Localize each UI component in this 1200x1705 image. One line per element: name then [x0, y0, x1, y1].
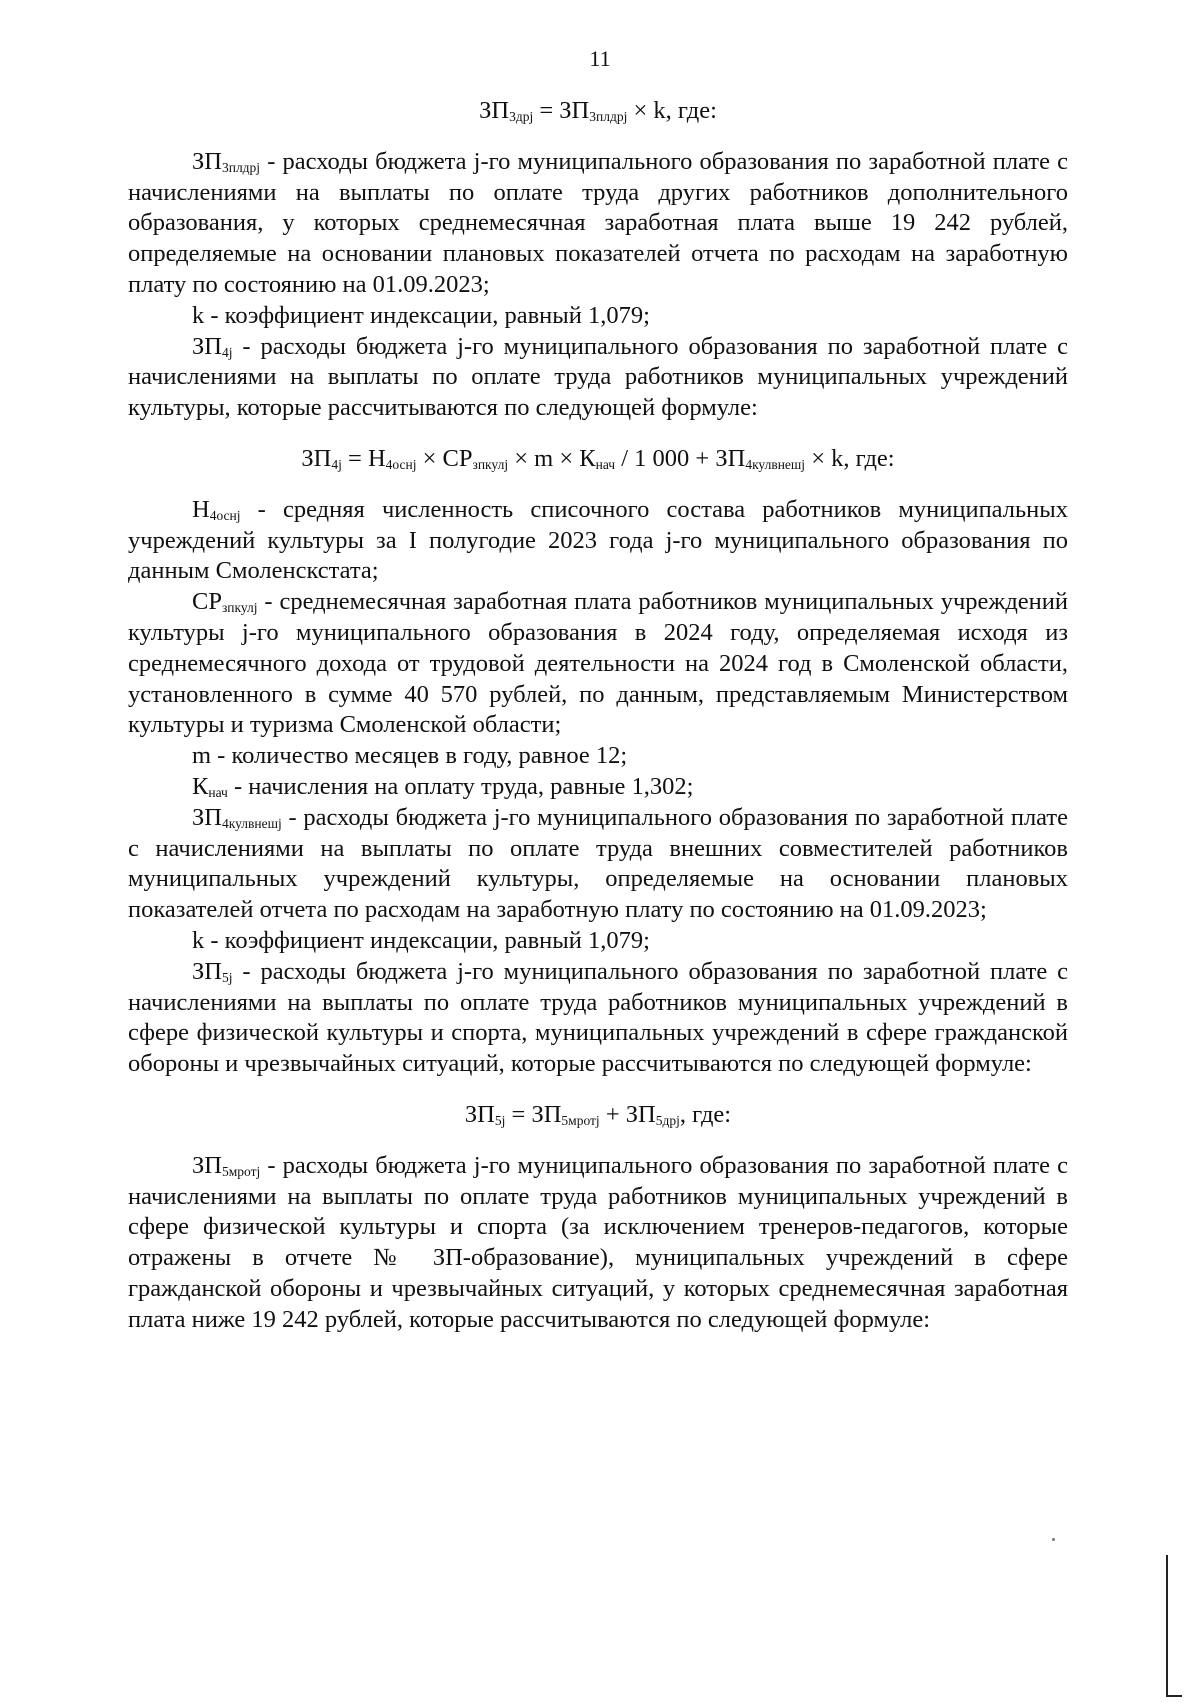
page-edge-frame	[1166, 1555, 1182, 1697]
formula-zp3drj: $ЗП_{3дрj} = ЗП_{3плдрj} \times k$, где:	[479, 97, 717, 124]
paragraph-zp5mrotj: $ЗП_{5мротj}$ - расходы бюджета j-го муниципального образования по заработной плате с начислениями на выплаты по оплате труда работников муниципальных учреждений в сфере физической культуры и спорта (за исключением тренеров-педагогов, которые отражены в отчете № ЗП-образование), муниципальных учреждений в сфере гражданской обороны и чрезвычайных ситуаций, у которых среднемесячная заработная плата ниже 19 242 рублей, которые рассчитываются по следующей формуле:	[128, 1151, 1068, 1333]
formula-zp4j: $ЗП_{4j} = Н_{4оснj} \times СР_{зпкулj} \times m \times К_{нач} / 1$ $000 + ЗП_{4кулвнешj} \times k$, где:	[301, 444, 895, 472]
paragraph-zp4j: $ЗП_{4j}$ - расходы бюджета j-го муниципального образования по заработной плате с начислениями на выплаты по оплате труда работников муниципальных учреждений культуры, которые рассчитываются по следующей формуле:	[128, 332, 1068, 422]
paragraph-k-coefficient-2: k - коэффициент индексации, равный 1,079;	[192, 926, 650, 954]
paragraph-zp5j: $ЗП_{5j}$ - расходы бюджета j-го муниципального образования по заработной плате с начислениями на выплаты по оплате труда работников муниципальных учреждений в сфере физической культуры и спорта, муниципальных учреждений в сфере гражданской обороны и чрезвычайных ситуаций, которые рассчитываются по следующей формуле:	[128, 957, 1068, 1078]
paragraph-n4osnj: $Н_{4оснj}$ - средняя численность списочного состава работников муниципальных учреждений культуры за I полугодие 2023 года j-го муниципального образования по данным Смоленскстата;	[128, 495, 1068, 585]
paragraph-m-months: m - количество месяцев в году, равное 12;	[192, 742, 628, 770]
paragraph-k-coefficient-1: k - коэффициент индексации, равный 1,079;	[192, 301, 650, 329]
paragraph-sr-zpkulj: $СР_{зпкулj}$ - среднемесячная заработная плата работников муниципальных учреждений культуры j-го муниципального образования в 2024 году, определяемая исходя из среднемесячного дохода от трудовой деятельности на 2024 год в Смоленской области, установленного в сумме 40 570 рублей, по данным, представляемым Министерством культуры и туризма Смоленской области;	[128, 588, 1068, 739]
paragraph-k-nach: $К_{нач}$ - начисления на оплату труда, равные 1,302;	[192, 772, 694, 800]
formula-zp5j: $ЗП_{5j} = ЗП_{5мротj} + ЗП_{5дрj}$, где:	[464, 1100, 732, 1128]
scan-speck	[1052, 1538, 1055, 1541]
document-body	[128, 96, 1068, 1335]
page-number: 11	[589, 46, 611, 71]
paragraph-zp4kulvneshj: $ЗП_{4кулвнешj}$ - расходы бюджета j-го муниципального образования по заработной плате с начислениями на выплаты по оплате труда внешних совместителей работников муниципальных учреждений культуры, определяемые на основании плановых показателей отчета по расходам на заработную плату по состоянию на 01.09.2023;	[128, 803, 1068, 924]
paragraph-zp3plldrj: $ЗП_{3плдрj}$ - расходы бюджета j-го муниципального образования по заработной плате с начислениями на выплаты по оплате труда других работников дополнительного образования, у которых среднемесячная заработная плата выше 19 242 рублей, определяемые на основании плановых показателей отчета по расходам на заработную плату по состоянию на 01.09.2023;	[128, 147, 1068, 298]
